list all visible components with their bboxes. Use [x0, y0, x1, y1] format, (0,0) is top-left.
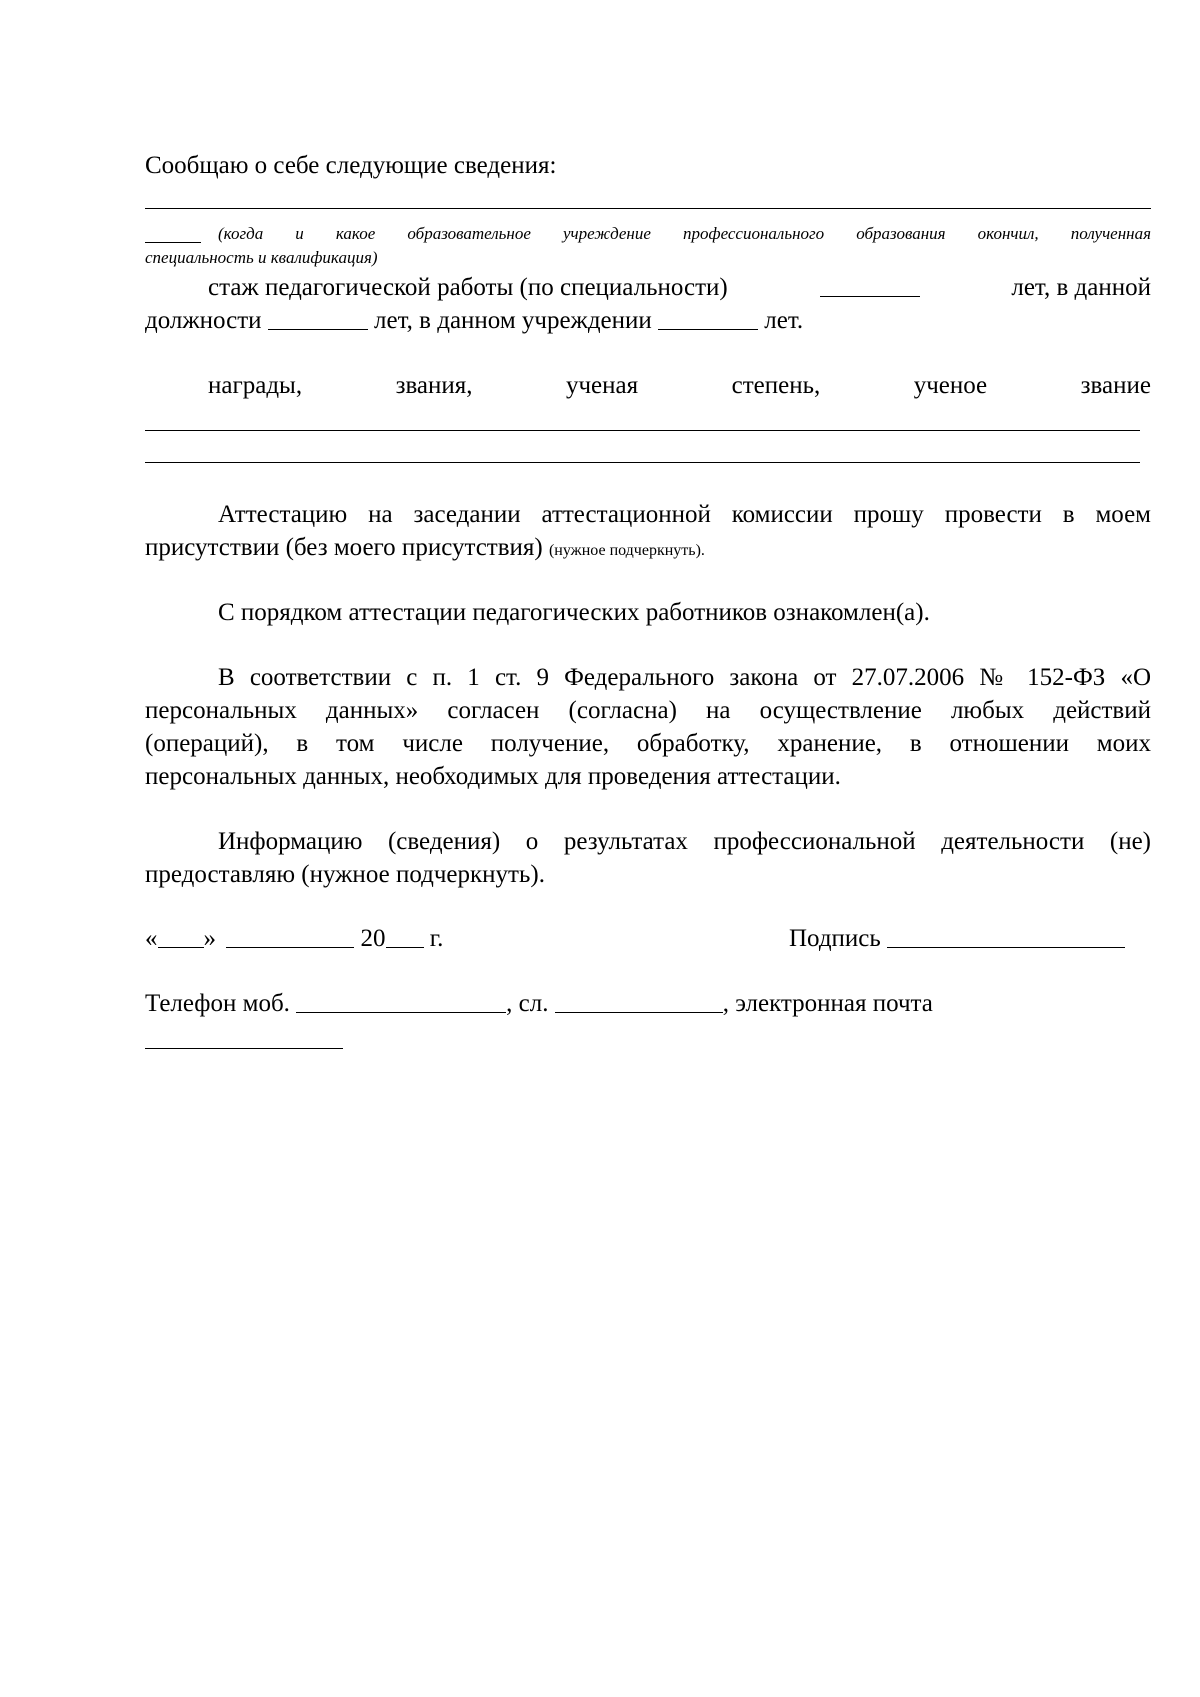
date-month-field[interactable]: [226, 925, 354, 948]
consent-line-4: персональных данных, необходимых для проведения аттестации.: [145, 763, 841, 790]
experience-specialty-field[interactable]: [820, 274, 920, 297]
experience-position-label: должности: [145, 307, 262, 334]
education-short-line[interactable]: [145, 242, 201, 243]
signature-label: Подпись: [789, 925, 881, 952]
awards-line: [208, 370, 1151, 402]
consent-line-1: В соответствии с п. 1 ст. 9 Федерального закона от 27.07.2006 № 152-ФЗ «О: [218, 664, 1151, 691]
consent-line-3: (операций), в том числе получение, обработку, хранение, в отношении моих: [145, 730, 1151, 757]
education-hint-cont: специальность и квалификация): [145, 248, 378, 267]
date-open-quote: «: [145, 925, 158, 952]
awards-word: звание: [1080, 372, 1151, 399]
attestation-presence: присутствии (без моего присутствия): [145, 534, 543, 561]
experience-institution-field[interactable]: [658, 307, 758, 330]
intro-text: Сообщаю о себе следующие сведения:: [145, 152, 557, 179]
signature-field[interactable]: [887, 925, 1125, 948]
date-day-field[interactable]: [158, 925, 204, 948]
consent-line-2: персональных данных» согласен (согласна) на осуществление любых действий: [145, 697, 1151, 724]
awards-word: ученая: [565, 372, 639, 399]
date-year-field[interactable]: [386, 925, 424, 948]
experience-position-field[interactable]: [268, 307, 368, 330]
attestation-line-2: [145, 532, 705, 567]
email-field[interactable]: [145, 1048, 343, 1049]
information-line-1: Информацию (сведения) о результатах профессиональной деятельности (не): [218, 828, 1151, 855]
awards-line-1[interactable]: [145, 430, 1140, 431]
date-year-prefix: 20: [360, 925, 386, 952]
awards-word: награды,: [208, 372, 303, 399]
information-line-2: предоставляю (нужное подчеркнуть).: [145, 861, 545, 888]
email-label: , электронная почта: [722, 990, 933, 1017]
education-hint: (когда и какое образовательное учреждение профессионального образования окончил, полученная: [218, 224, 1151, 243]
phone-field[interactable]: [296, 990, 506, 1013]
awards-line-2[interactable]: [145, 462, 1140, 463]
experience-institution-label: лет, в данном учреждении: [374, 307, 652, 334]
experience-line-1: [208, 272, 1151, 304]
contacts-line: [145, 988, 933, 1020]
date-year-suffix: г.: [429, 925, 444, 952]
awards-word: ученое: [913, 372, 988, 399]
awards-word: звания,: [395, 372, 473, 399]
familiar-text: С порядком аттестации педагогических работников ознакомлен(а).: [218, 599, 930, 626]
date-line: [145, 923, 443, 955]
work-phone-field[interactable]: [555, 990, 723, 1013]
experience-line-2: [145, 305, 803, 337]
attestation-line-1: Аттестацию на заседании аттестационной комиссии прошу провести в моем: [218, 501, 1151, 528]
work-phone-label: , сл.: [506, 990, 549, 1017]
date-close-quote: »: [203, 925, 216, 952]
awards-word: степень,: [731, 372, 821, 399]
experience-text-b: лет, в данной: [1011, 274, 1151, 301]
education-line[interactable]: [145, 208, 1151, 209]
phone-label: Телефон моб.: [145, 990, 290, 1017]
attestation-note: (нужное подчеркнуть).: [548, 542, 705, 559]
signature-block: [789, 923, 1125, 955]
experience-years-label: лет.: [764, 307, 804, 334]
experience-text-a: стаж педагогической работы (по специальности): [208, 274, 728, 301]
